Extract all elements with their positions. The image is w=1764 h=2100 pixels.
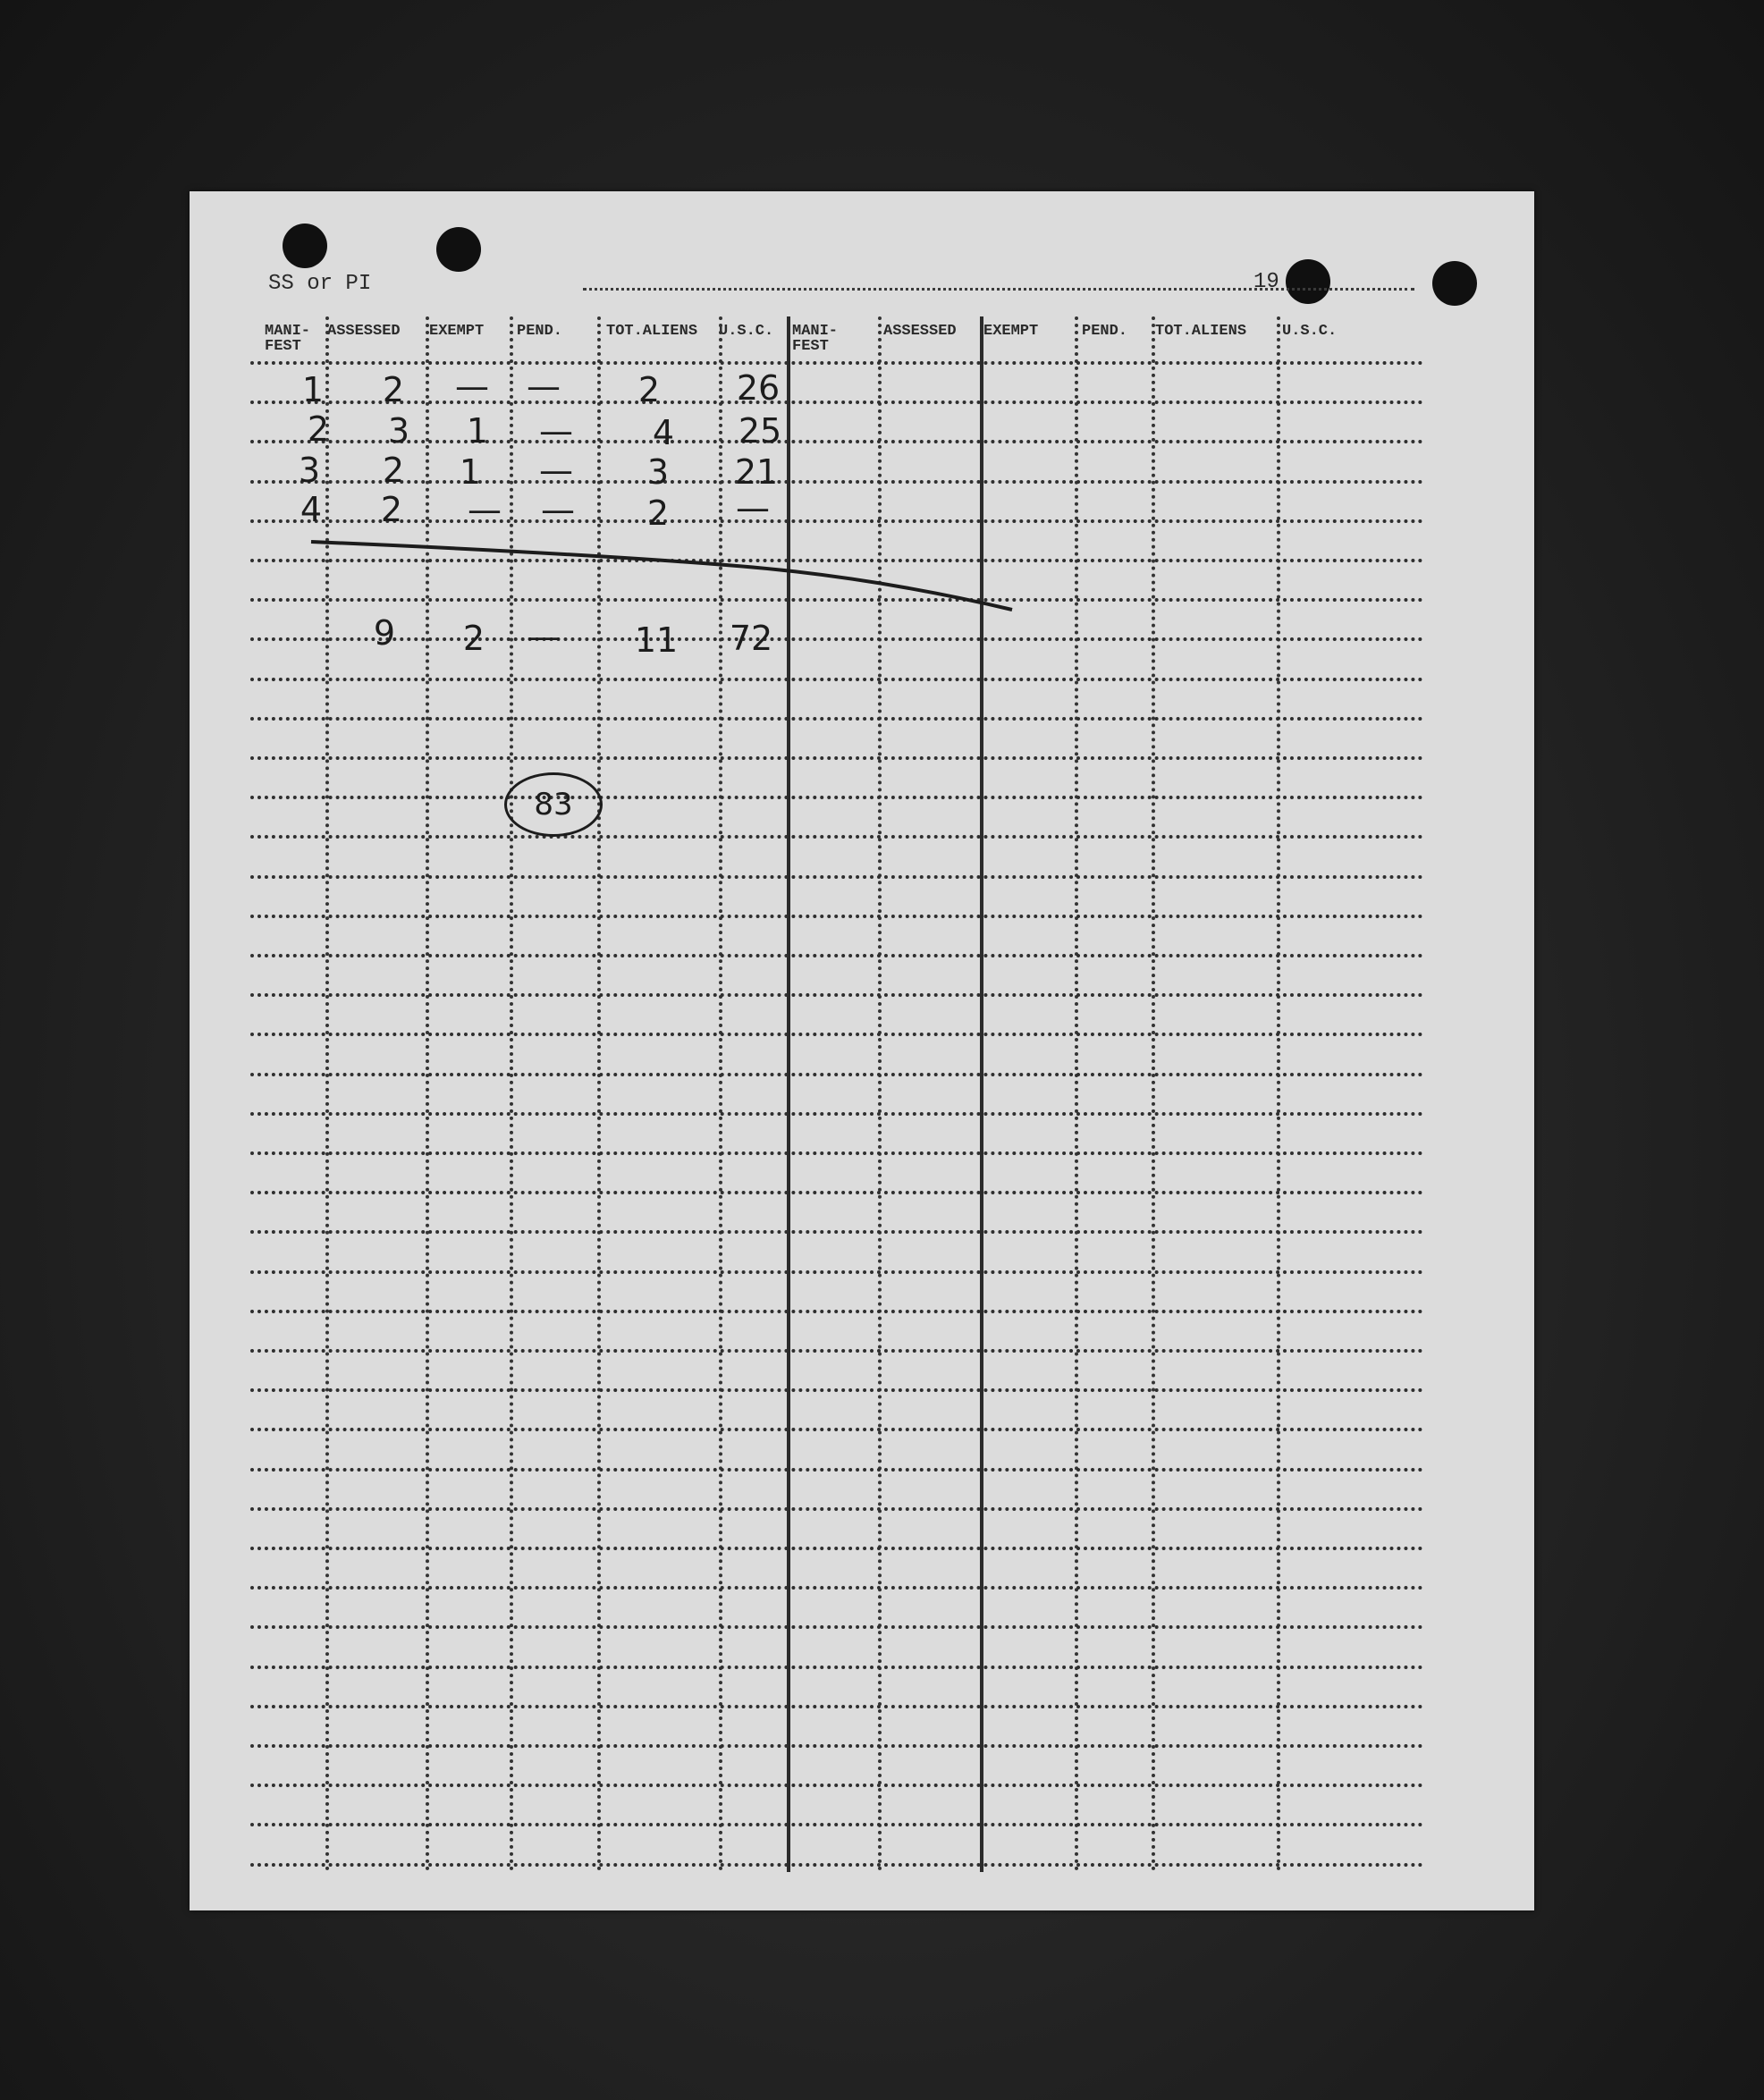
entry-1-manifest: 1 [301,370,325,409]
entry-1-exempt: — [455,367,489,406]
manifest-form-sheet [190,191,1534,1910]
entry-4-manifest: 4 [300,490,323,529]
entry-3-assessed: 2 [382,451,405,490]
total-assessed: 9 [373,613,396,653]
entry-4-exempt: — [468,490,502,529]
grid-row-line [250,915,1423,918]
total-exempt: 2 [462,619,485,658]
grid-row-line [250,756,1423,760]
entry-3-tot-aliens: 3 [646,452,670,492]
grid-row-line [250,1744,1423,1748]
year-prefix: 19 [1253,270,1279,294]
col-head-pend-left: PEND. [517,323,563,340]
entry-4-tot-aliens: 2 [646,493,670,533]
grid-row-line [250,1863,1423,1867]
grid-row-line [250,1823,1423,1826]
total-tot-aliens: 11 [634,620,679,660]
entry-3-exempt: 1 [459,452,482,492]
col-head-manifest-left: MANI- FEST [265,323,311,355]
grid-row-line [250,1388,1423,1392]
grid-row-line [250,1151,1423,1155]
col-head-assessed-left: ASSESSED [327,323,401,340]
grid-row-line [250,1625,1423,1629]
grid-row-line [250,1230,1423,1234]
grid-row-line [250,1310,1423,1313]
grid-row-line [250,1507,1423,1511]
entry-2-exempt: 1 [466,411,489,451]
grid-row-line [250,1349,1423,1353]
grid-row-line [250,1784,1423,1787]
entry-2-manifest: 2 [307,409,330,449]
grid-row-line [250,1586,1423,1590]
grid-row-line [250,717,1423,721]
grid-row-line [250,1428,1423,1431]
entry-1-usc: 26 [736,368,781,408]
col-head-exempt-left: EXEMPT [429,323,485,340]
grid-row-line [250,1468,1423,1472]
grid-row-line [250,1073,1423,1076]
entry-3-pend: — [539,451,573,490]
entry-1-pend: — [527,367,561,406]
entry-4-pend: — [541,490,575,529]
sum-rule-line [190,191,1534,638]
ship-label: SS or PI [268,272,372,296]
col-head-exempt-right: EXEMPT [983,323,1039,340]
col-head-assessed-right: ASSESSED [883,323,957,340]
grid-row-line [250,678,1423,681]
grid-row-line [250,1112,1423,1116]
grand-total-circled: 83 [504,772,603,837]
grid-row-line [250,1705,1423,1708]
entry-2-tot-aliens: 4 [652,413,675,452]
grid-row-line [250,796,1423,799]
entry-2-usc: 25 [738,411,782,451]
col-head-usc-right: U.S.C. [1282,323,1338,340]
grid-row-line [250,993,1423,997]
grid-row-line [250,1666,1423,1669]
entry-1-assessed: 2 [382,370,405,409]
grid-row-line [250,835,1423,839]
grid-row-line [250,1191,1423,1194]
grid-row-line [250,954,1423,957]
entry-3-usc: 21 [734,452,779,492]
grid-row-line [250,1270,1423,1274]
entry-2-pend: — [539,411,573,451]
total-pend: — [527,617,561,656]
grid-row-line [250,1547,1423,1550]
col-head-manifest-right: MANI- FEST [792,323,839,355]
grid-row-line [250,1033,1423,1036]
col-head-usc-left: U.S.C. [719,323,774,340]
col-head-tot-aliens-left: TOT.ALIENS [606,323,698,340]
entry-1-tot-aliens: 2 [637,370,661,409]
entry-4-assessed: 2 [380,490,403,529]
total-usc: 72 [729,619,773,658]
entry-2-assessed: 3 [387,411,410,451]
col-head-pend-right: PEND. [1082,323,1128,340]
grid-row-line [250,875,1423,879]
entry-3-manifest: 3 [298,451,321,490]
col-head-tot-aliens-right: TOT.ALIENS [1155,323,1247,340]
entry-4-usc: — [736,488,770,527]
